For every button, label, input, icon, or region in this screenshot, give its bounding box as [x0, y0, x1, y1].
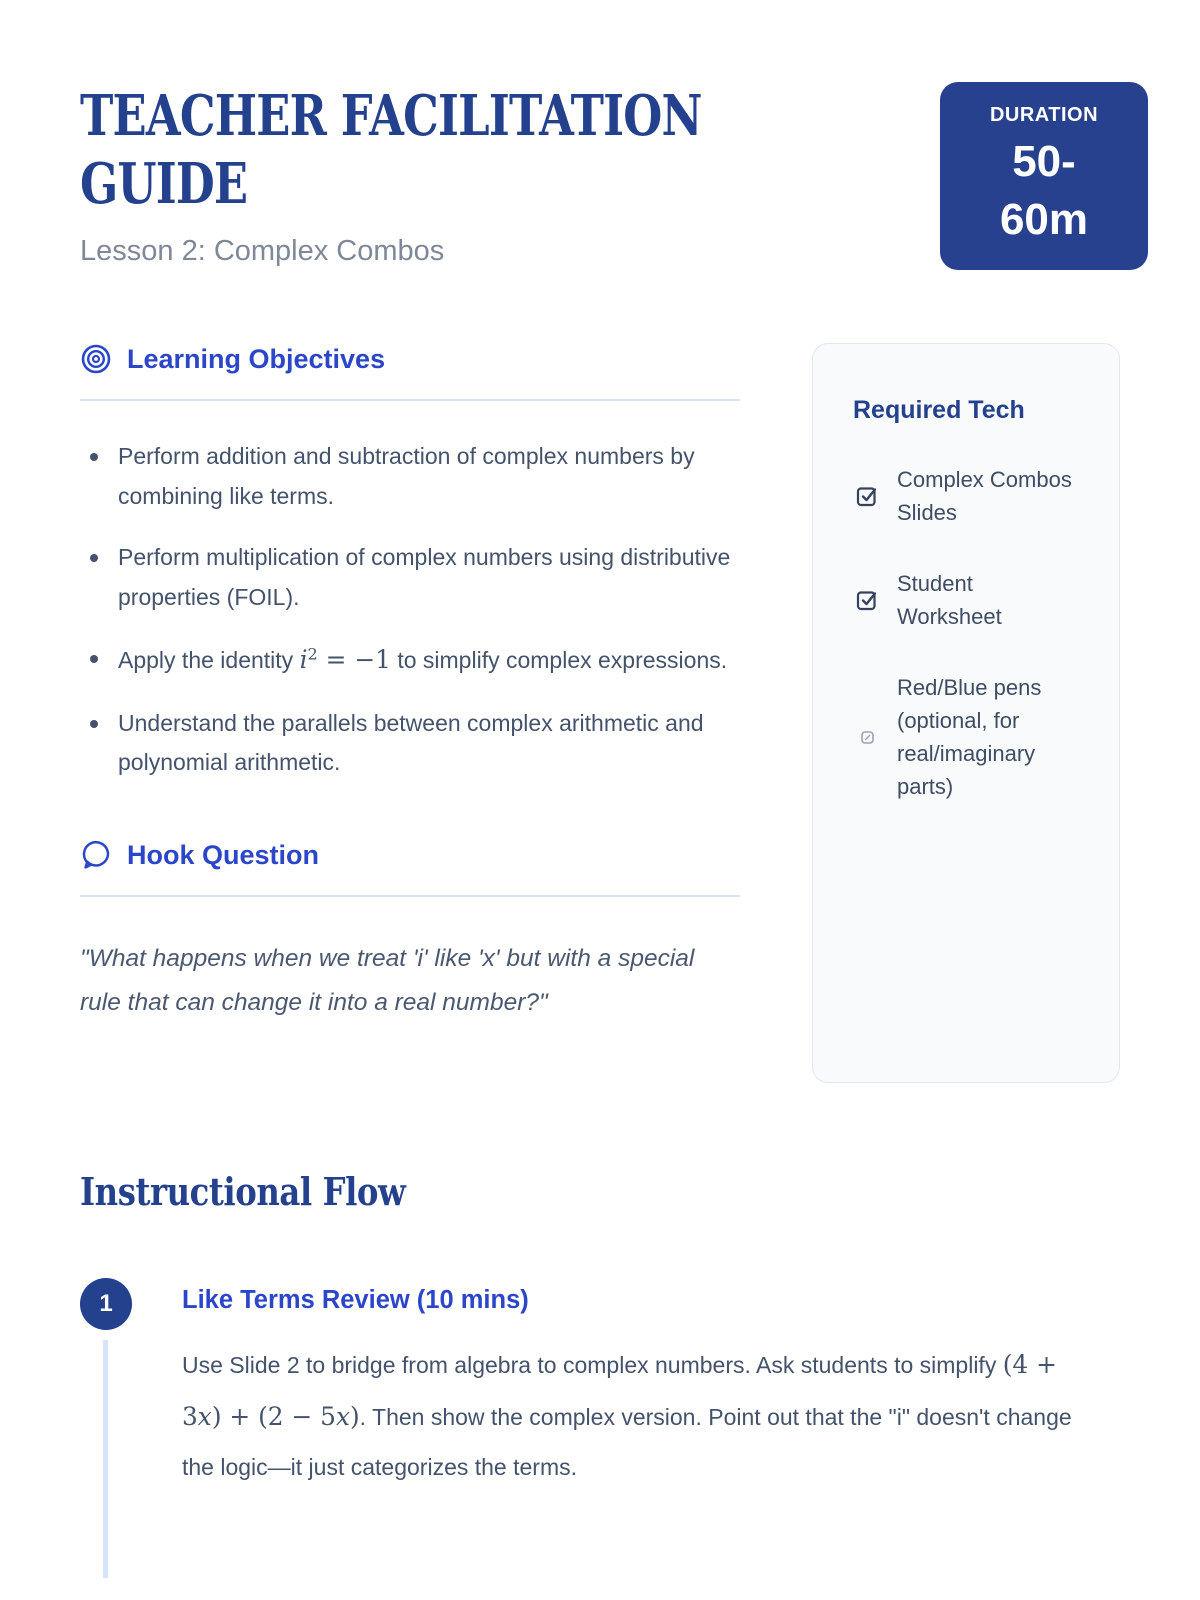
required-tech-heading: Required Tech	[853, 396, 1025, 424]
tech-item-label: Red/Blue pens (optional, for real/imaginary parts)	[897, 675, 1042, 799]
objective-text: Understand the parallels between complex arithmetic and polynomial arithmetic.	[118, 709, 704, 776]
hook-question-heading-label: Hook Question	[127, 839, 320, 870]
hook-question-section	[80, 839, 740, 1024]
math-variable: x	[335, 1402, 350, 1432]
target-icon	[80, 343, 112, 375]
tech-item	[853, 567, 1079, 633]
math-expression: (4 + 3	[182, 1350, 1057, 1432]
section-divider	[80, 895, 740, 897]
duration-label: DURATION	[989, 104, 1099, 127]
page-subtitle: Lesson 2: Complex Combos	[80, 234, 445, 267]
hook-question-quote: "What happens when we treat 'i' like 'x' but with a special rule that can change it into a real number?"	[80, 945, 695, 1016]
tech-item	[853, 671, 1079, 803]
instructional-flow-section	[80, 1169, 1120, 1515]
math-expression: ) + (2 − 5	[211, 1402, 336, 1432]
objective-item	[80, 538, 740, 617]
header	[80, 0, 1120, 270]
objectives-list	[80, 437, 740, 783]
learning-objectives-section	[80, 343, 740, 783]
instructional-flow-heading: Instructional Flow	[80, 1169, 406, 1214]
checkbox-icon	[853, 484, 881, 508]
step-title: Like Terms Review (10 mins)	[182, 1286, 529, 1314]
tech-item-label: Complex Combos Slides	[897, 467, 1072, 525]
flow-step-1	[80, 1278, 1120, 1515]
objective-item	[80, 437, 740, 516]
required-tech-card	[812, 343, 1120, 1083]
content-columns	[80, 343, 1120, 1083]
step-marker-column	[80, 1278, 136, 1515]
objective-text: Perform addition and subtraction of complex numbers by combining like terms.	[118, 443, 695, 509]
step-connector-line	[103, 1340, 108, 1578]
objective-text: Perform multiplication of complex numbers using distributive properties (FOIL).	[118, 544, 731, 610]
objective-item	[80, 639, 740, 682]
step-description	[182, 1339, 1092, 1492]
objective-item	[80, 704, 740, 783]
duration-badge	[940, 82, 1148, 270]
duration-value: 50-60m	[999, 137, 1089, 244]
checkbox-icon	[853, 588, 881, 612]
math-expression: = −1	[317, 645, 391, 675]
step-text: . Then show the complex version. Point out that the "i" doesn't change the logic—it just categorizes the terms.	[182, 1404, 1072, 1481]
section-divider	[80, 399, 740, 401]
main-column	[80, 343, 740, 1024]
page-title: TEACHER FACILITATION GUIDE	[80, 83, 702, 218]
objective-text: to simplify complex expressions.	[390, 647, 728, 674]
step-text: Use Slide 2 to bridge from algebra to complex numbers. Ask students to simplify	[182, 1352, 1003, 1378]
math-exponent: 2	[307, 644, 318, 664]
math-variable: i	[299, 645, 308, 675]
hook-question-heading	[80, 839, 740, 871]
learning-objectives-heading	[80, 343, 740, 375]
pen-icon	[853, 731, 881, 744]
step-content	[182, 1278, 1120, 1515]
math-variable: x	[197, 1402, 212, 1432]
math-expression: )	[349, 1402, 360, 1432]
step-number-badge: 1	[80, 1278, 132, 1330]
learning-objectives-heading-label: Learning Objectives	[127, 343, 386, 374]
title-block	[80, 82, 940, 268]
speech-bubble-icon	[80, 839, 112, 871]
objective-text: Apply the identity	[118, 647, 300, 674]
tech-item	[853, 463, 1079, 529]
tech-item-label: Student Worksheet	[897, 571, 1002, 629]
